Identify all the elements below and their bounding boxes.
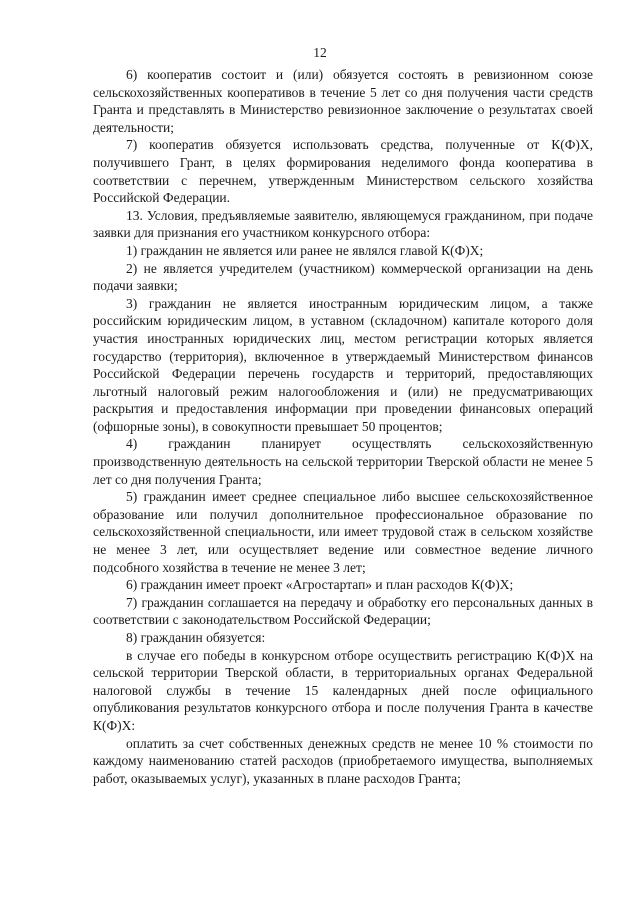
- paragraph-condition-2: 2) не является учредителем (участником) коммерческой организации на день подачи заявки;: [93, 260, 593, 294]
- paragraph-section-13-heading: 13. Условия, предъявляемые заявителю, являющемуся гражданином, при подаче заявки для признания его участником конкурсного отбора:: [93, 207, 593, 241]
- paragraph-condition-4: 4) гражданин планирует осуществлять сельскохозяйственную производственную деятельность на сельской территории Тверской области не менее 5 лет со дня получения Гранта;: [93, 436, 593, 487]
- paragraph-condition-6: 6) гражданин имеет проект «Агростартап» и план расходов К(Ф)Х;: [126, 577, 514, 593]
- paragraph-condition-1: 1) гражданин не является или ранее не являлся главой К(Ф)Х;: [126, 242, 484, 258]
- paragraph-condition-5: 5) гражданин имеет среднее специальное либо высшее сельскохозяйственное образование или получил дополнительное профессиональное образование по сельскохозяйственной специальности, или имеет трудовой стаж в сельском хозяйстве не менее 3 лет, или осуществляет ведение или совместное ведение личного подсобного хозяйства в течение не менее 3 лет;: [93, 489, 593, 575]
- paragraph-condition-3: 3) гражданин не является иностранным юридическим лицом, а также российским юридическим лицом, в уставном (складочном) капитале которого доля участия иностранных юридических лиц, местом регистрации которых является государство (территория), включенное в утверждаемый Министерством финансов Российской Федерации перечень государств и территорий, предоставляющих льготный налоговый режим налогообложения и (или) не предусматривающих раскрытия и предоставления информации при проведении финансовых операций (офшорные зоны), в совокупности превышает 50 процентов;: [93, 295, 593, 434]
- page-number: 12: [313, 45, 327, 60]
- paragraph-cooperative-indivisible-fund: 7) кооператив обязуется использовать средства, полученные от К(Ф)Х, получившего Грант, в целях формирования неделимого фонда кооператива в соответствии с перечнем, утвержденным Министерством сельского хозяйства Российской Федерации.: [93, 137, 593, 206]
- paragraph-obligation-cofinancing: оплатить за счет собственных денежных средств не менее 10 % стоимости по каждому наименованию статей расходов (приобретаемого имущества, выполняемых работ, оказываемых услуг), указанных в плане расходов Гранта;: [93, 735, 593, 786]
- paragraph-obligation-registration: в случае его победы в конкурсном отборе осуществить регистрацию К(Ф)Х на сельской территории Тверской области, в территориальных органах Федеральной налоговой службы в течение 15 календарных дней после официального опубликования результатов конкурсного отбора и после получения Гранта в качестве К(Ф)Х:: [93, 647, 593, 733]
- paragraph-cooperative-audit-union: 6) кооператив состоит и (или) обязуется состоять в ревизионном союзе сельскохозяйственных кооперативов в течение 5 лет со дня получения части средств Гранта и представлять в Министерство ревизионное заключение о результатах своей деятельности;: [93, 67, 593, 135]
- paragraph-condition-7: 7) гражданин соглашается на передачу и обработку его персональных данных в соответствии с законодательством Российской Федерации;: [93, 594, 593, 628]
- document-body: [93, 66, 593, 787]
- paragraph-condition-8: 8) гражданин обязуется:: [126, 630, 266, 645]
